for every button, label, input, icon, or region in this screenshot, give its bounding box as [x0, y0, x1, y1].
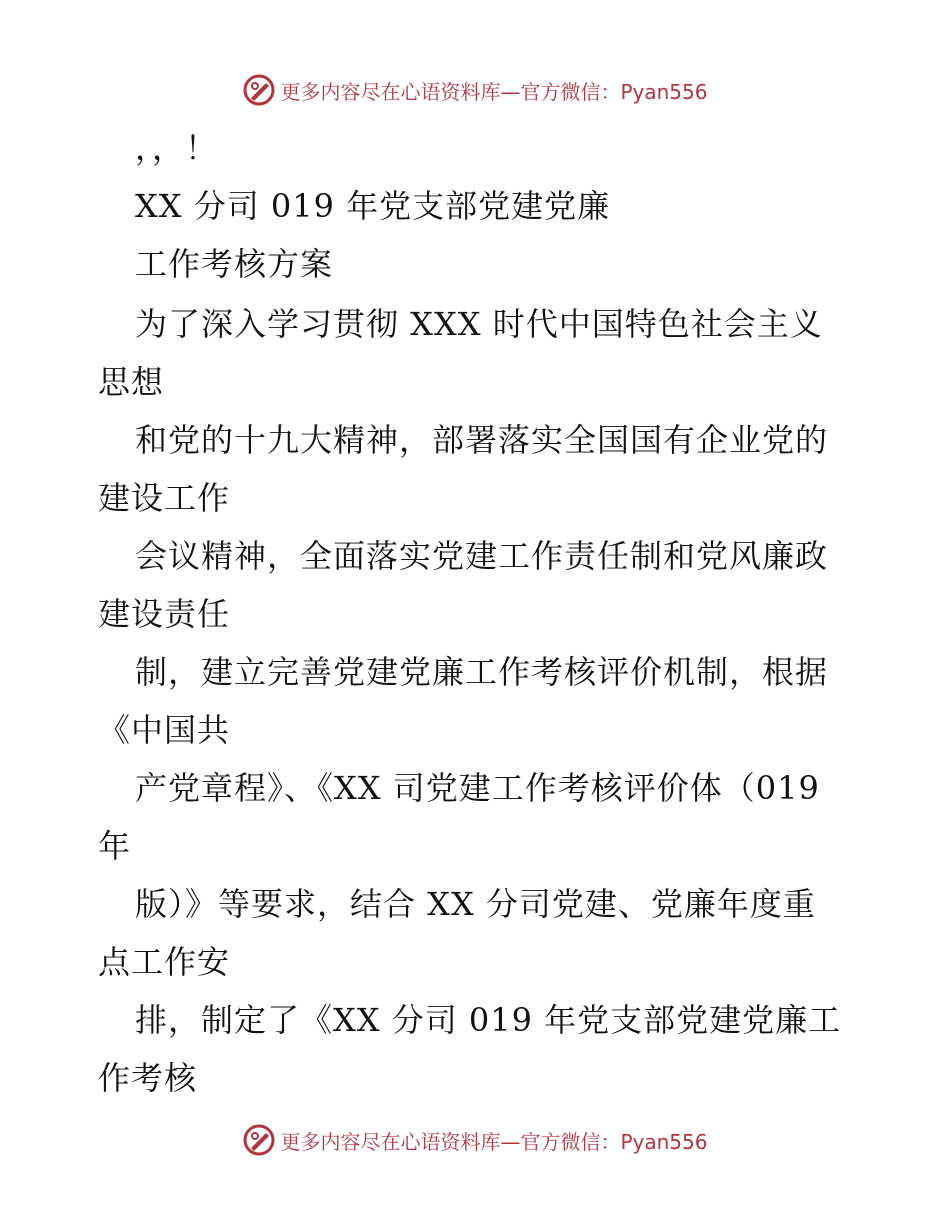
text-line: 制，建立完善党建党廉工作考核评价机制，根据	[135, 653, 829, 691]
document-title-line-2: 工作考核方案	[135, 245, 334, 283]
text-line: 排，制定了《XX 分司 019 年党支部党建党廉工	[135, 1001, 842, 1039]
watermark-text: 更多内容尽在心语资料库—官方微信：Pyan556	[280, 79, 708, 104]
text-line: 作考核	[98, 1059, 198, 1097]
text-line: 为了深入学习贯彻 XXX 时代中国特色社会主义	[135, 305, 823, 343]
text-line: 《中国共	[98, 711, 231, 749]
text-line: 版）》等要求，结合 XX 分司党建、党廉年度重	[135, 885, 816, 923]
text-line: 产党章程》、《XX 司党建工作考核评价体（019	[135, 769, 820, 807]
text-line: 建设工作	[98, 479, 231, 517]
text-line: 会议精神，全面落实党建工作责任制和党风廉政	[135, 537, 829, 575]
watermark-text: 更多内容尽在心语资料库—官方微信：Pyan556	[280, 1129, 708, 1154]
text-line: 思想	[98, 363, 165, 401]
pen-logo-icon	[242, 73, 276, 107]
footer-watermark	[0, 1120, 950, 1160]
text-line: 建设责任	[98, 595, 231, 633]
text-line: ，，！	[135, 129, 219, 167]
text-line: 和党的十九大精神，部署落实全国国有企业党的	[135, 421, 829, 459]
header-watermark	[0, 70, 950, 110]
text-line: 年	[98, 827, 132, 865]
pen-logo-icon	[242, 1123, 276, 1157]
document-title-line-1: XX 分司 019 年党支部党建党廉	[135, 187, 611, 225]
text-line: 点工作安	[98, 943, 231, 981]
